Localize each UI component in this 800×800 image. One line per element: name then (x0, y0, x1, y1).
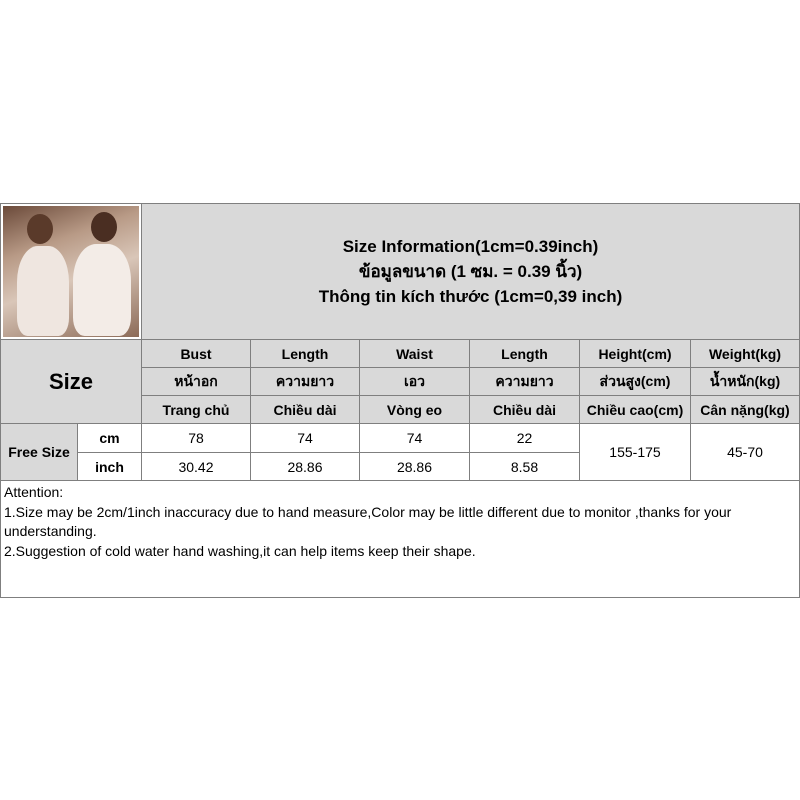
value-bust-cm: 78 (141, 423, 251, 453)
product-photo-cell (0, 203, 142, 340)
value-bust-inch: 30.42 (141, 452, 251, 481)
title-english: Size Information(1cm=0.39inch) (342, 237, 599, 256)
value-length2-inch: 8.58 (469, 452, 580, 481)
value-height: 155-175 (579, 423, 691, 481)
attention-notes (0, 480, 800, 598)
unit-cm: cm (77, 423, 142, 453)
value-length-inch: 28.86 (250, 452, 360, 481)
size-chart (0, 203, 800, 598)
header-length-th: ความยาว (250, 367, 360, 396)
header-height-vi: Chiều cao(cm) (579, 395, 691, 424)
header-bust-en: Bust (141, 339, 251, 368)
title-vietnamese: Thông tin kích thước (1cm=0,39 inch) (318, 287, 623, 306)
header-weight-vi: Cân nặng(kg) (690, 395, 800, 424)
header-waist-th: เอว (359, 367, 470, 396)
value-length2-cm: 22 (469, 423, 580, 453)
header-length-en: Length (250, 339, 360, 368)
header-weight-th: น้ำหนัก(kg) (690, 367, 800, 396)
attention-heading: Attention: (4, 484, 64, 500)
size-label: Size (0, 339, 142, 424)
header-height-th: ส่วนสูง(cm) (579, 367, 691, 396)
header-height-en: Height(cm) (579, 339, 691, 368)
header-length2-th: ความยาว (469, 367, 580, 396)
value-length-cm: 74 (250, 423, 360, 453)
header-length2-en: Length (469, 339, 580, 368)
unit-inch: inch (77, 452, 142, 481)
header-waist-en: Waist (359, 339, 470, 368)
title-block (141, 203, 800, 340)
header-bust-vi: Trang chủ (141, 395, 251, 424)
header-waist-vi: Vòng eo (359, 395, 470, 424)
value-waist-cm: 74 (359, 423, 470, 453)
header-weight-en: Weight(kg) (690, 339, 800, 368)
row-label-free-size: Free Size (0, 423, 78, 481)
value-waist-inch: 28.86 (359, 452, 470, 481)
product-photo (3, 206, 139, 337)
attention-line-1: 1.Size may be 2cm/1inch inaccuracy due to hand measure,Color may be little different due to monitor ,thanks for your understanding. (4, 503, 732, 539)
header-bust-th: หน้าอก (141, 367, 251, 396)
attention-line-2: 2.Suggestion of cold water hand washing,it can help items keep their shape. (4, 542, 476, 559)
header-length-vi: Chiều dài (250, 395, 360, 424)
value-weight: 45-70 (690, 423, 800, 481)
title-thai: ข้อมูลขนาด (1 ซม. = 0.39 นิ้ว) (358, 262, 583, 281)
header-length2-vi: Chiều dài (469, 395, 580, 424)
